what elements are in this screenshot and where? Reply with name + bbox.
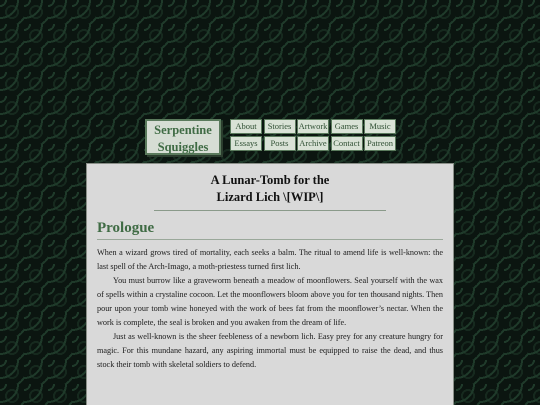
main-navigation — [230, 119, 396, 151]
nav-archive-button[interactable]: Archive — [297, 136, 329, 151]
nav-essays-button[interactable]: Essays — [230, 136, 262, 151]
section-divider — [97, 239, 443, 240]
site-title-line2: Squiggles — [157, 140, 209, 154]
nav-contact-button[interactable]: Contact — [331, 136, 363, 151]
post-title — [97, 172, 443, 206]
post-content-panel — [86, 163, 454, 405]
paragraph-2: You must burrow like a graveworm beneath a meadow of moonflowers. Seal yourself with the wax of spells within a crystaline cocoon. Let the moonflowers bloom above you for ten thousand nights. Then pour upon your tomb wine honeyed with the work of bees fat from the moonflower’s nectar. When the work is complete, the seal is broken and you awaken from the dream of life. — [97, 276, 443, 327]
site-title[interactable] — [145, 119, 221, 155]
section-heading-prologue: Prologue — [97, 220, 155, 236]
post-title-line1: A Lunar-Tomb for the — [210, 173, 330, 187]
nav-posts-button[interactable]: Posts — [264, 136, 296, 151]
post-title-line2: Lizard Lich \[WIP\] — [216, 190, 324, 204]
site-title-line1: Serpentine — [154, 123, 212, 137]
nav-about-button[interactable]: About — [230, 119, 262, 134]
paragraph-3: Just as well-known is the sheer feebleness of a newborn lich. Easy prey for any creature hungry for magic. For this mundane hazard, any aspiring immortal must be equipped to raise the dead, and thus stock their tomb with skeletal soldiers to defend. — [97, 332, 443, 369]
nav-music-button[interactable]: Music — [364, 119, 396, 134]
title-divider — [154, 210, 386, 211]
nav-games-button[interactable]: Games — [331, 119, 363, 134]
nav-patreon-button[interactable]: Patreon — [364, 136, 396, 151]
paragraph-1: When a wizard grows tired of mortality, each seeks a balm. The ritual to amend life is well-known: the last spell of the Arch-Imago, a moth-priestess turned first lich. — [97, 248, 443, 271]
nav-artwork-button[interactable]: Artwork — [297, 119, 329, 134]
nav-stories-button[interactable]: Stories — [264, 119, 296, 134]
